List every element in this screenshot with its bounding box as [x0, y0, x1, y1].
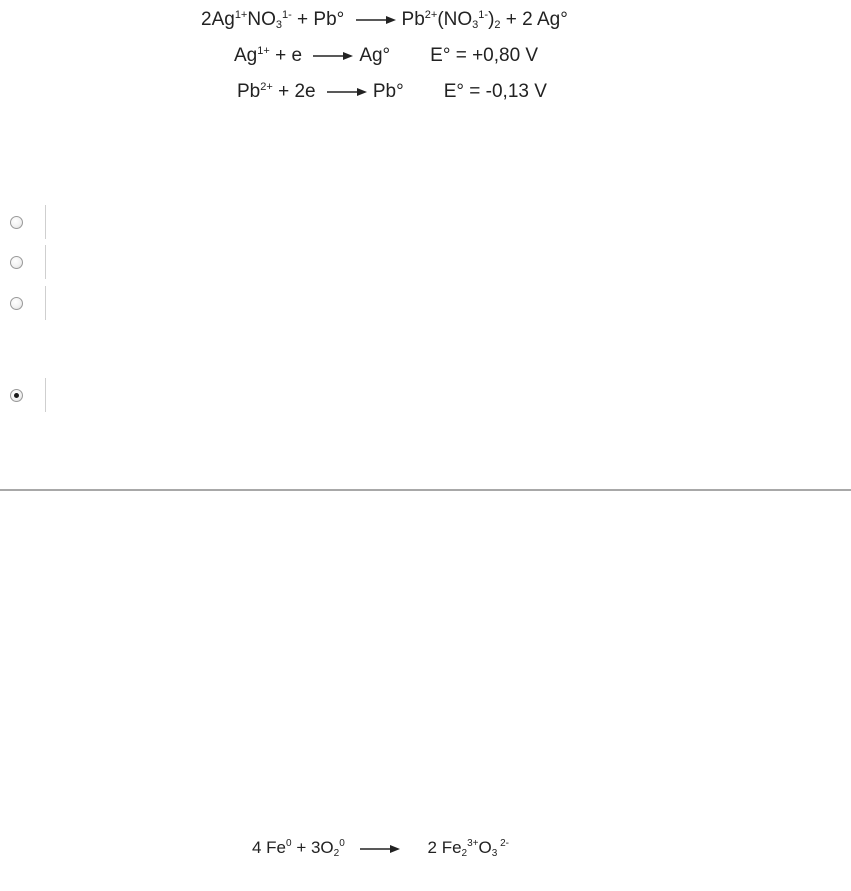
eq-charge: 1+	[234, 9, 248, 21]
reaction-arrow-icon	[358, 844, 402, 854]
answer-option-d[interactable]	[0, 378, 60, 412]
eq-text: Pb°	[372, 81, 404, 102]
radio-button[interactable]	[10, 216, 23, 229]
eq-text: + Pb°	[291, 9, 345, 30]
reaction-equation	[201, 10, 568, 29]
eq-text: Ag°	[359, 45, 391, 66]
radio-button[interactable]	[10, 256, 23, 269]
eq-text: + 2e	[272, 81, 316, 102]
answer-option-b[interactable]	[0, 245, 60, 279]
answer-option-a[interactable]	[0, 205, 60, 239]
eq-charge: 0	[286, 838, 292, 849]
eq-text: 2Ag	[201, 9, 235, 30]
eq-text: NO	[247, 9, 276, 30]
answer-option-c[interactable]	[0, 286, 60, 320]
eq-charge: 1-	[478, 9, 489, 21]
eq-text: O	[478, 838, 492, 857]
eq-text: )	[488, 9, 495, 30]
eq-charge: 2+	[424, 9, 438, 21]
eq-subscript: 3	[275, 19, 282, 31]
eq-text: + 2 Ag°	[500, 9, 568, 30]
eq-charge: 0	[339, 838, 345, 849]
option-divider	[45, 205, 46, 239]
eq-subscript: 2	[333, 848, 340, 859]
standard-potential: E° = -0,13 V	[443, 81, 547, 102]
radio-button[interactable]	[10, 297, 23, 310]
eq-charge: 1+	[257, 45, 270, 57]
half-reaction-arrow-icon	[325, 87, 369, 97]
eq-charge: 3+	[467, 838, 479, 849]
option-divider	[45, 245, 46, 279]
option-divider	[45, 286, 46, 320]
eq-subscript: 3	[491, 848, 498, 859]
eq-charge: 1-	[281, 9, 292, 21]
half-reaction-arrow-icon	[311, 51, 355, 61]
eq-text: Pb	[401, 9, 425, 30]
eq-text: + 3O	[291, 838, 334, 857]
eq-subscript: 3	[472, 19, 479, 31]
half-reaction-lead	[237, 82, 547, 101]
eq-text: + e	[269, 45, 303, 66]
eq-text: Pb	[237, 81, 261, 102]
reaction-arrow-icon	[354, 15, 398, 25]
option-divider	[45, 378, 46, 412]
eq-text: Ag	[234, 45, 258, 66]
iron-oxidation-equation	[252, 838, 509, 859]
eq-text: 4 Fe	[252, 838, 287, 857]
radio-button-selected[interactable]	[10, 389, 23, 402]
eq-subscript: 2	[461, 848, 468, 859]
eq-text: 2 Fe	[427, 838, 462, 857]
section-divider	[0, 489, 851, 491]
eq-charge: 2+	[260, 81, 273, 93]
standard-potential: E° = +0,80 V	[430, 45, 539, 66]
eq-subscript: 2	[494, 19, 501, 31]
half-reaction-silver	[234, 46, 538, 65]
eq-text: (NO	[437, 9, 473, 30]
eq-charge: 2-	[497, 838, 509, 849]
